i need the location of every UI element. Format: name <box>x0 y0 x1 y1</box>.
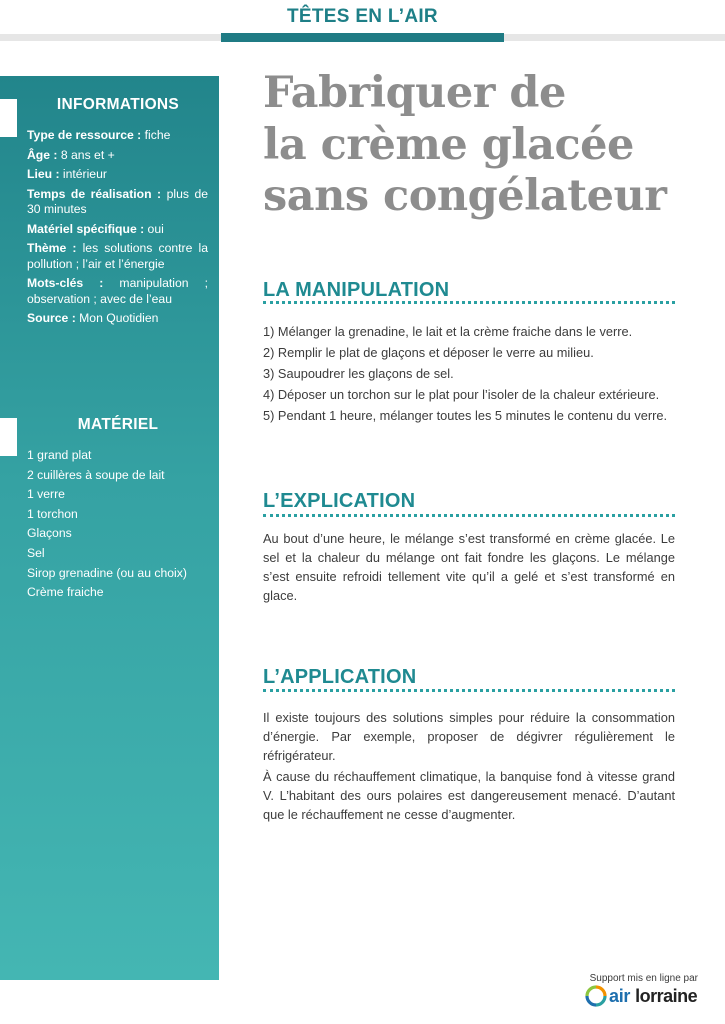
info-label: Thème : <box>27 241 77 255</box>
info-label: Lieu : <box>27 167 60 181</box>
info-heading: INFORMATIONS <box>56 96 180 113</box>
logo-air-text: air <box>609 985 631 1006</box>
header-accent-rule <box>221 33 504 42</box>
info-list <box>27 128 208 331</box>
info-row-lieu <box>27 167 208 183</box>
info-value: intérieur <box>59 167 107 181</box>
info-row-type <box>27 128 208 144</box>
application-text <box>263 708 675 826</box>
info-value: les solutions contre la pollution ; l’air et l’énergie <box>27 241 208 271</box>
info-label: Âge : <box>27 147 58 162</box>
list-item: Sel <box>27 545 45 560</box>
info-row-theme <box>27 241 208 272</box>
list-item: 1 torchon <box>27 506 78 521</box>
step-text: 2) Remplir le plat de glaçons et déposer le verre au milieu. <box>263 345 594 360</box>
step-text: 1) Mélanger la grenadine, le lait et la crème fraiche dans le verre. <box>263 324 633 339</box>
info-label: Type de ressource : <box>27 128 142 142</box>
step-text: 5) Pendant 1 heure, mélanger toutes les 5 minutes le contenu du verre. <box>263 408 668 423</box>
info-label: Matériel spécifique : <box>27 221 145 236</box>
info-value: fiche <box>141 128 171 142</box>
sidebar-panel <box>0 76 219 980</box>
manipulation-heading: LA MANIPULATION <box>263 279 450 301</box>
list-item: Glaçons <box>27 526 72 541</box>
explication-text <box>263 529 675 607</box>
paragraph: À cause du réchauffement climatique, la banquise fond à vitesse grand V. L’habitant des ours polaires est dangereusement menacé. D’autant que le réchauffement ne cesse d’augmenter. <box>263 769 675 822</box>
section-divider <box>263 689 675 692</box>
list-item: Sirop grenadine (ou au choix) <box>27 565 187 580</box>
step-text: 4) Déposer un torchon sur le plat pour l’isoler de la chaleur extérieure. <box>263 387 660 402</box>
footer-credit: Support mis en ligne par <box>589 973 698 984</box>
title-line: Fabriquer de <box>263 68 566 118</box>
application-heading: L’APPLICATION <box>263 666 417 688</box>
info-marker <box>0 99 17 137</box>
materials-heading: MATÉRIEL <box>77 416 159 433</box>
section-divider <box>263 514 675 517</box>
title-line: la crème glacée <box>263 119 634 170</box>
info-value: manipulation ; observation ; avec de l’eau <box>27 276 208 306</box>
info-value: Mon Quotidien <box>75 311 159 325</box>
info-value: oui <box>144 221 164 236</box>
air-lorraine-logo <box>585 985 697 1007</box>
info-row-mots-cles <box>27 276 208 307</box>
info-value: 8 ans et + <box>57 147 115 162</box>
title-line: sans congélateur <box>263 171 667 221</box>
paragraph: Il existe toujours des solutions simples pour réduire la consommation d’énergie. Par exemple, proposer de dégivrer régulièrement le réfrigérateur. <box>263 710 675 763</box>
info-label: Mots-clés : <box>27 276 104 290</box>
section-divider <box>263 301 675 304</box>
logo-mark-icon <box>585 985 607 1007</box>
info-row-materiel <box>27 222 208 238</box>
list-item: Crème fraiche <box>27 585 104 600</box>
info-row-age <box>27 148 208 164</box>
paragraph: Au bout d’une heure, le mélange s’est transformé en crème glacée. Le sel et la chaleur du mélange ont fait fondre les glaçons. Le mélange s’est ensuite refroidi tellement vite qu’il a gelé et s’est transformé en glace. <box>263 531 675 603</box>
step-text: 3) Saupoudrer les glaçons de sel. <box>263 366 454 381</box>
page-title <box>263 68 703 223</box>
info-label: Temps de réalisation : <box>27 186 162 201</box>
list-item: 2 cuillères à soupe de lait <box>27 467 165 482</box>
list-item: 1 grand plat <box>27 448 92 462</box>
info-row-temps <box>27 187 208 218</box>
info-row-source <box>27 311 208 327</box>
explication-heading: L’EXPLICATION <box>263 490 416 512</box>
info-value: plus de 30 minutes <box>27 186 209 216</box>
manipulation-steps <box>263 322 675 427</box>
info-label: Source : <box>27 311 76 325</box>
header-title: TÊTES EN L’AIR <box>287 6 438 27</box>
materials-list <box>27 446 212 603</box>
logo-lorraine-text: lorraine <box>635 985 698 1006</box>
list-item: 1 verre <box>27 487 65 502</box>
materials-marker <box>0 418 17 456</box>
